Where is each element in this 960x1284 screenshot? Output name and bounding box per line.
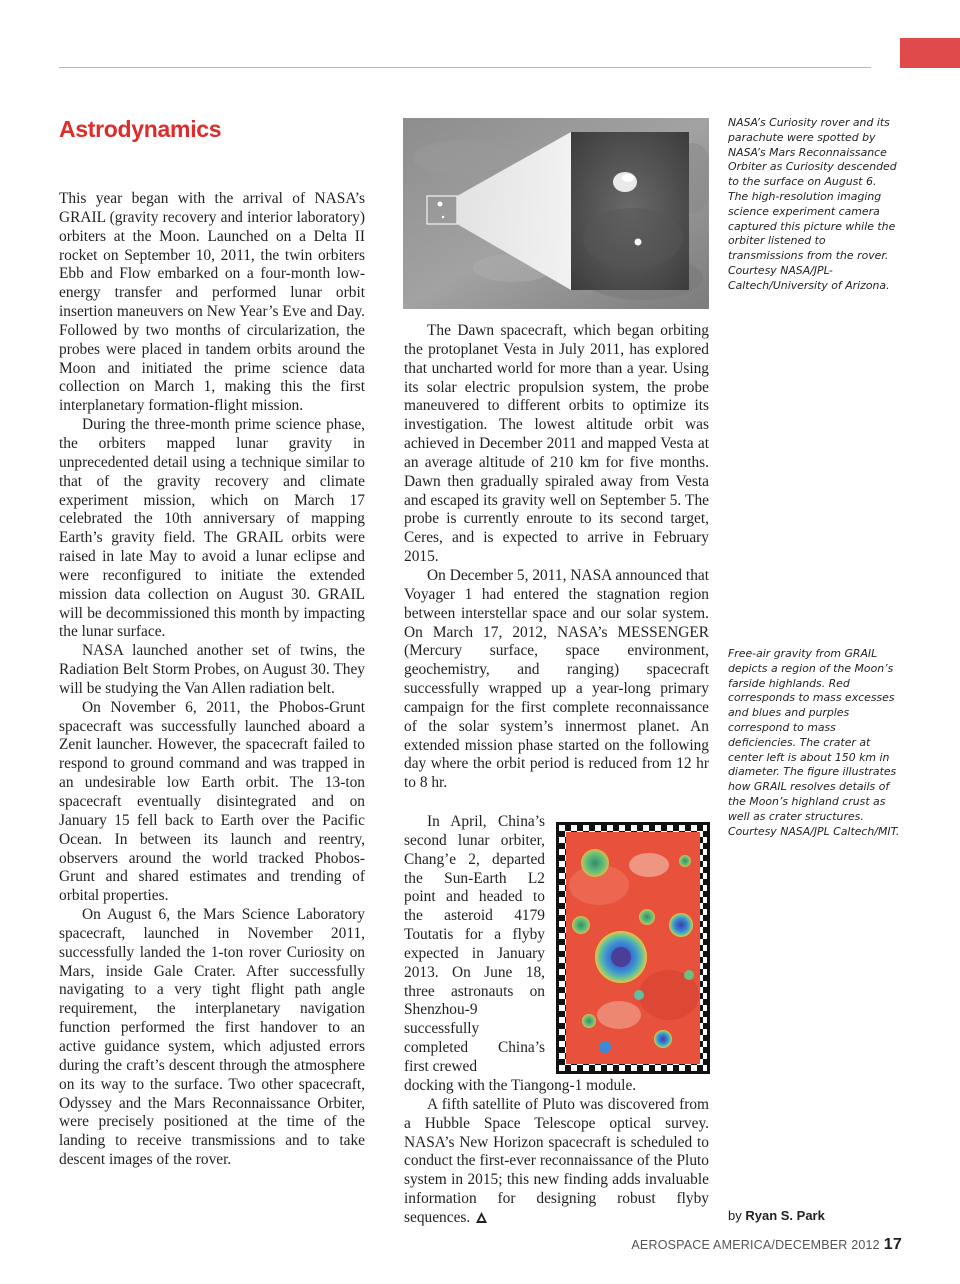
section-title: Astrodynamics: [59, 116, 222, 142]
page-footer: [631, 1236, 902, 1254]
article-left-column: [59, 190, 365, 1170]
paragraph-pluto: [404, 1096, 709, 1228]
paragraph-tiangong-continuation: docking with the Tiangong-1 module.: [404, 1077, 637, 1094]
paragraph-pluto-text: A fifth satellite of Pluto was discovered from a Hubble Space Telescope optical survey. NASA’s New Horizon spacecraft is scheduled to conduct the first-ever reconnaissance of the Pluto system in 2015; this new finding adds invaluable information for designing robust flyby sequences.: [404, 1095, 709, 1226]
byline: [728, 1208, 825, 1223]
byline-prefix: by: [728, 1208, 742, 1223]
end-of-article-icon: [476, 1212, 487, 1223]
byline-author: Ryan S. Park: [745, 1208, 825, 1223]
header-rule: [59, 67, 871, 68]
caption-curiosity-photo: NASA’s Curiosity rover and its parachute were spotted by NASA’s Mars Reconnaissance Orbiter as Curiosity descended to the surface on August 6. The high-resolution imaging science experiment camera captured this picture while the orbiter listened to transmissions from the rover. Courtesy NASA/JPL-Caltech/University of Arizona.: [728, 116, 897, 292]
paragraph-curiosity: On August 6, the Mars Science Laboratory spacecraft, launched in November 2011, successfully landed the 1-ton rover Curiosity on Mars, inside Gale Crater. After successfully navigating to a very tight flight path angle requirement, the interplanetary navigation function performed the first handover to an active guidance system, which adjusted errors during the craft’s descent through the atmosphere on its way to the surface. Two other spacecraft, Odyssey and the Mars Reconnaissance Orbiter, were precisely positioned at the time of the landing to receive transmissions and to take descent images of the rover.: [59, 906, 365, 1169]
paragraph-voyager-messenger: On December 5, 2011, NASA announced that Voyager 1 had entered the stagnation region between interstellar space and our solar system. On March 17, 2012, NASA’s MESSENGER (Mercury surface, space environment, geochemistry, and ranging) spacecraft successfully wrapped up a year-long primary campaign for the first complete reconnaissance of the solar system’s innermost planet. An extended mission phase started on the following day where the orbit period is reduced from 12 hr to 8 hr.: [404, 566, 709, 792]
footer-publication: AEROSPACE AMERICA/DECEMBER 2012: [631, 1238, 880, 1252]
paragraph-change-2: In April, China’s second lunar orbiter, Chang’e 2, departed the Sun-Earth L2 point and headed to the asteroid 4179 Toutatis for a flyby expected in January 2013. On June 18, three astronauts on Shenzhou-9 successfully completed China’s first crewed: [404, 813, 545, 1075]
article-middle-continuation: [404, 1077, 709, 1228]
grail-gravity-map: [556, 822, 710, 1074]
paragraph-radiation-belt: NASA launched another set of twins, the Radiation Belt Storm Probes, on August 30. They will be studying the Van Allen radiation belt.: [59, 642, 365, 697]
caption-grail-map: Free-air gravity from GRAIL depicts a region of the Moon’s farside highlands. Red corresponds to mass excesses and blues and purples correspond to mass deficiencies. The crater at center left is about 150 km in diameter. The figure illustrates how GRAIL resolves details of the Moon’s highland crust as well as crater structures. Courtesy NASA/JPL Caltech/MIT.: [728, 647, 900, 838]
paragraph-prime-science: During the three-month prime science phase, the orbiters mapped lunar gravity in unprecedented detail using a technique similar to that of the gravity recovery and climate experiment mission, which on March 17 celebrated the 10th anniversary of mapping Earth’s gravity field. The GRAIL orbits were raised in late May to avoid a lunar eclipse and were reconfigured to initiate the extended mission data collection on August 30. GRAIL will be decommissioned this month by impacting the lunar surface.: [59, 416, 365, 641]
page-number: 17: [883, 1236, 902, 1253]
article-middle-column: [404, 322, 709, 793]
curiosity-parachute-photo: [403, 118, 709, 309]
paragraph-dawn: The Dawn spacecraft, which began orbiting the protoplanet Vesta in July 2011, has explored that uncharted world for more than a year. Using its solar electric propulsion system, the probe maneuvered to different orbits to optimize its investigation. The lowest altitude orbit was achieved in December 2011 and mapped Vesta at an average altitude of 210 km for five months. Dawn then gradually spiraled away from Vesta and escaped its gravity well on September 5. The probe is currently enroute to its second target, Ceres, and is expected to arrive in February 2015.: [404, 322, 709, 566]
paragraph-phobos-grunt: On November 6, 2011, the Phobos-Grunt spacecraft was successfully launched aboard a Zenit launcher. However, the spacecraft failed to respond to ground command and was trapped in an undesirable low Earth orbit. The 13-ton spacecraft eventually disintegrated and on January 15 fell back to Earth over the Pacific Ocean. In between its launch and reentry, observers around the world tracked Phobos-Grunt and shared estimates and trending of orbital properties.: [59, 698, 365, 905]
header-color-tab: [900, 38, 960, 68]
paragraph-grail-arrival: This year began with the arrival of NASA’s GRAIL (gravity recovery and interior laboratory) orbiters at the Moon. Launched on a Delta II rocket on September 10, 2011, the twin orbiters Ebb and Flow embarked on a four-month low-energy transfer and performed lunar orbit insertion maneuvers on New Year’s Eve and Day. Followed by two months of circularization, the probes were placed in tandem orbits around the Moon and initiated the prime science data collection on March 1, making this the first interplanetary formation-flight mission.: [59, 190, 365, 415]
